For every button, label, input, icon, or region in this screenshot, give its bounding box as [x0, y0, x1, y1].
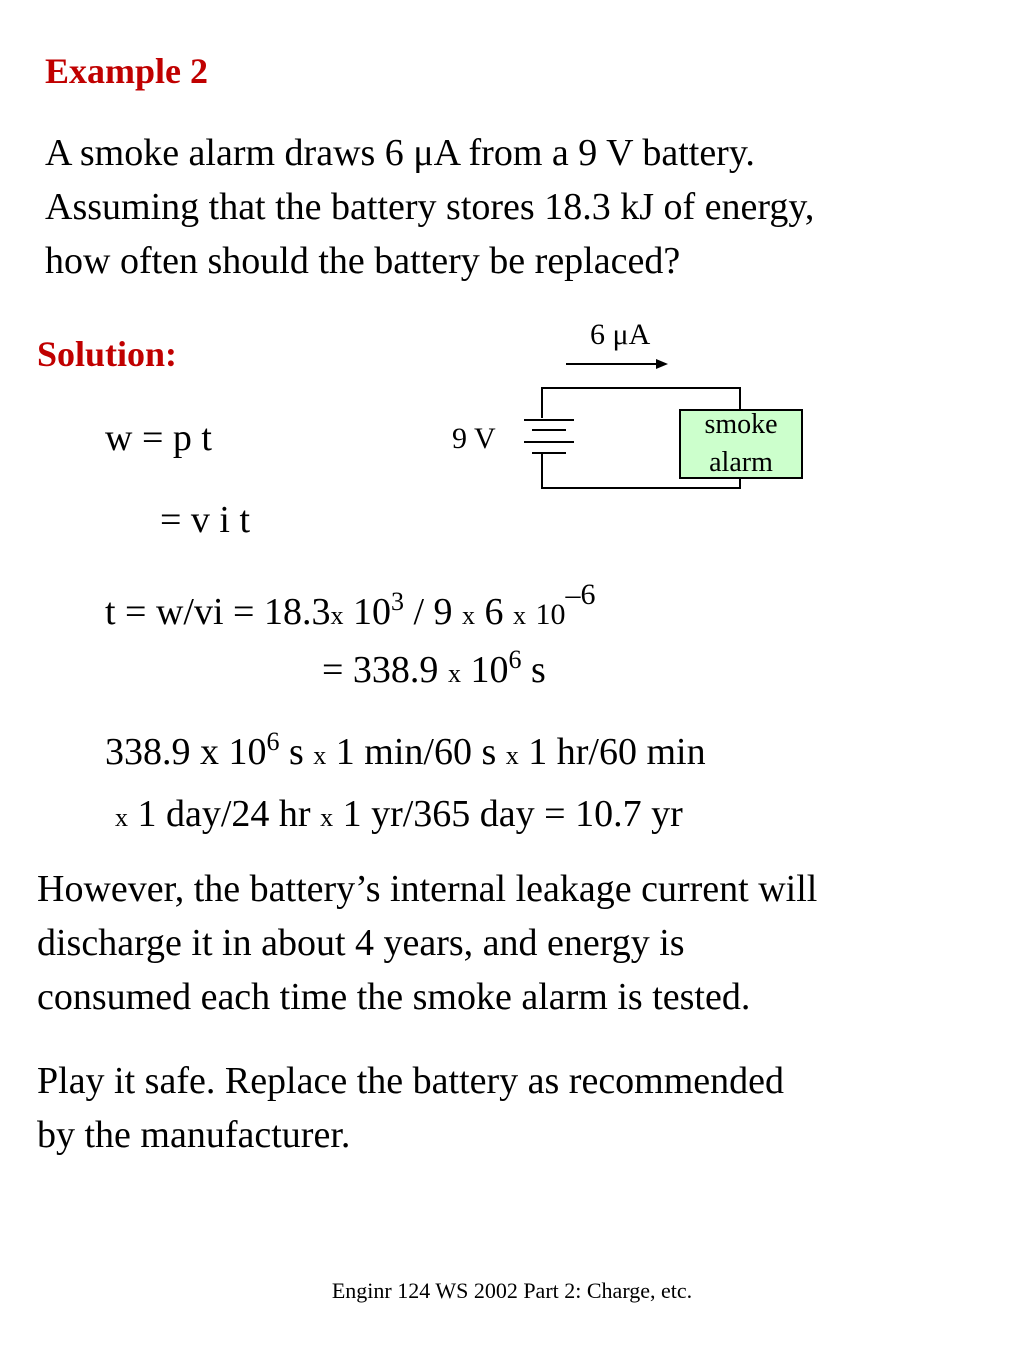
eq-text: 10 [535, 598, 566, 631]
equation-t [105, 578, 596, 634]
times-sign: x [330, 601, 344, 630]
current-arrow-head [656, 359, 668, 369]
smoke-alarm-label [680, 406, 802, 482]
eq-text: s [521, 649, 546, 691]
slide-title: Example 2 [45, 51, 209, 91]
eq-text: = 338.9 [322, 649, 448, 691]
current-label: 6 μA [590, 318, 651, 351]
problem-line: how often should the battery be replaced? [45, 240, 681, 282]
eq-text: 10 [352, 591, 391, 633]
eq-text: 1 min/60 s [326, 731, 506, 773]
eq-text: 1 hr/60 min [518, 731, 706, 773]
eq-text: t = w/vi = 18.3 [105, 591, 331, 633]
slide-footer: Enginr 124 WS 2002 Part 2: Charge, etc. [331, 1278, 693, 1303]
conversion-line-2 [115, 792, 683, 836]
eq-text: 1 day/24 hr [128, 793, 321, 835]
times-sign: x [447, 659, 461, 688]
times-sign: x [513, 601, 527, 630]
times-sign: x [313, 741, 327, 770]
eq-text: 338.9 x 10 [105, 731, 267, 773]
problem-statement [45, 126, 814, 288]
note-line: consumed each time the smoke alarm is tested. [37, 976, 751, 1018]
advice-line: by the manufacturer. [37, 1114, 351, 1156]
safety-advice [37, 1054, 784, 1162]
exponent: –6 [565, 578, 596, 611]
equation-t-result [322, 645, 546, 692]
advice-line: Play it safe. Replace the battery as recommended [37, 1060, 785, 1102]
voltage-label: 9 V [452, 422, 496, 455]
eq-text: s [279, 731, 314, 773]
load-label-line: smoke [704, 409, 778, 440]
exponent: 6 [508, 645, 522, 674]
eq-text: 10 [460, 649, 509, 691]
note-line: However, the battery’s internal leakage current will [37, 868, 818, 910]
equation-w-pt: w = p t [105, 417, 212, 459]
load-label-line: alarm [709, 447, 773, 478]
problem-line: Assuming that the battery stores 18.3 kJ of energy, [45, 186, 815, 228]
conversion-line-1 [105, 727, 706, 774]
leakage-note [37, 862, 817, 1024]
eq-text: 6 [475, 591, 514, 633]
times-sign: x [462, 601, 476, 630]
exponent: 3 [390, 587, 404, 616]
eq-text: / 9 [403, 591, 463, 633]
exponent: 6 [266, 727, 280, 756]
times-sign: x [320, 803, 334, 832]
problem-line: A smoke alarm draws 6 μA from a 9 V battery. [45, 132, 755, 174]
eq-text: 1 yr/365 day = 10.7 yr [333, 793, 683, 835]
equation-vit: = v i t [160, 499, 251, 541]
times-sign: x [115, 803, 128, 832]
solution-label: Solution: [37, 334, 178, 374]
times-sign: x [505, 741, 519, 770]
note-line: discharge it in about 4 years, and energy is [37, 922, 685, 964]
